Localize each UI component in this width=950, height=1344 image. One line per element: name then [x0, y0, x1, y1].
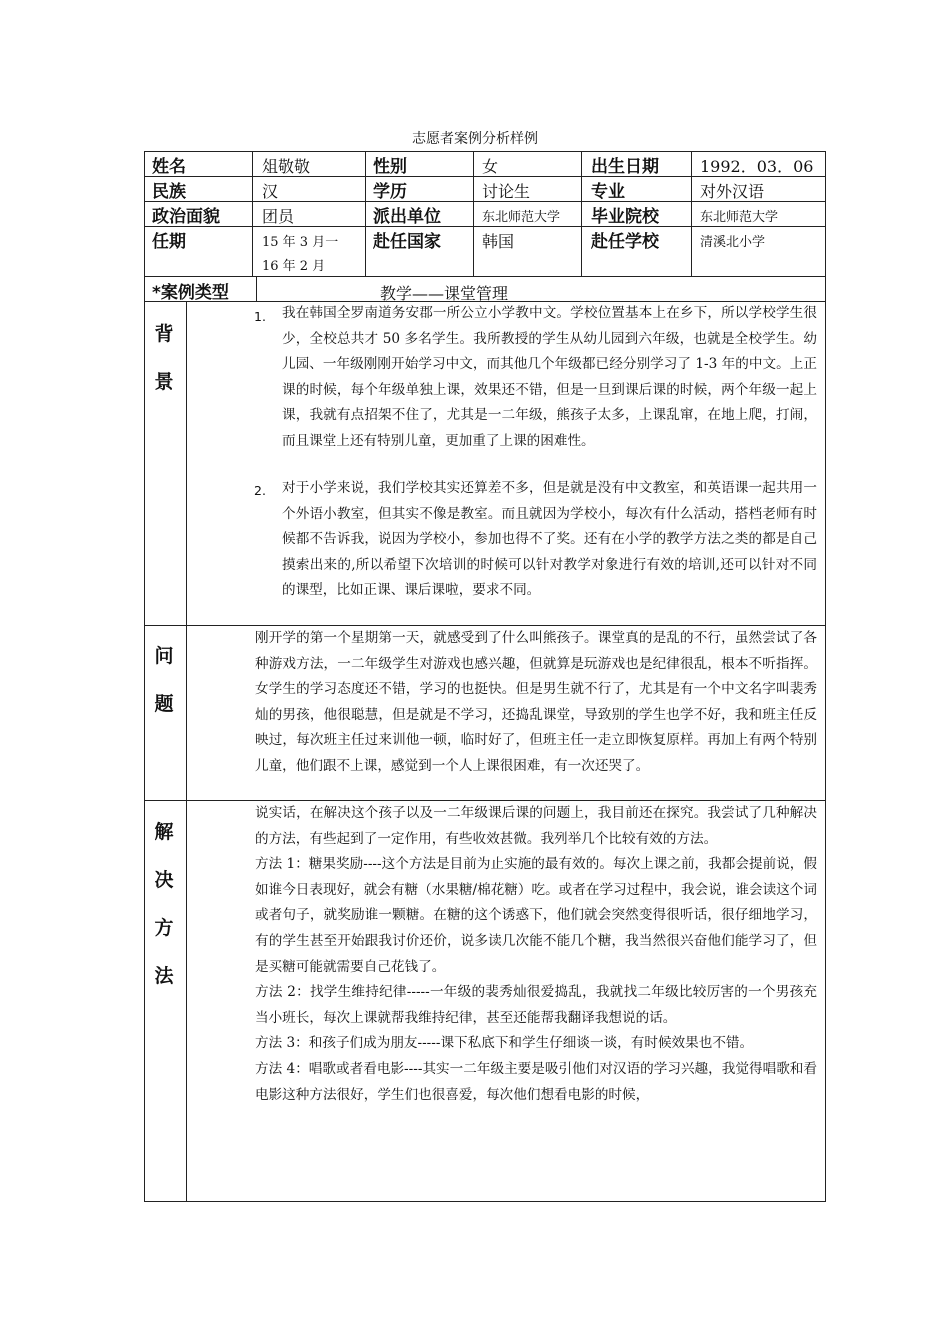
- case-type-label: *案例类型: [152, 283, 229, 303]
- column-divider: [691, 151, 692, 276]
- education-label: 学历: [373, 182, 407, 202]
- column-divider: [186, 301, 187, 1202]
- row-divider: [144, 276, 826, 277]
- name-label: 姓名: [152, 157, 186, 177]
- ethnic-label: 民族: [152, 182, 186, 202]
- column-divider: [365, 151, 366, 276]
- term-value-line2: 16 年 2 月: [262, 259, 326, 274]
- gender-value: 女: [482, 157, 499, 176]
- major-label: 专业: [591, 182, 625, 202]
- school-value: 清溪北小学: [700, 235, 766, 250]
- graduate-label: 毕业院校: [591, 207, 659, 227]
- background-item: 我在韩国全罗南道务安郡一所公立小学教中文。学校位置基本上在乡下，所以学校学生很少，全校总共才 50 多名学生。我所教授的学生从幼儿园到六年级，也就是全校学生。幼儿园、一年级刚刚开始学习中文，而其他几个年级都已经分别学习了 1-3 年的中文。上正课的时候，每个年级单独上课，效果还不错，但是一旦到课后课的时候，两个年级一起上课，我就有点招架不住了，尤其是一二年级，熊孩子太多，上课乱窜，在地上爬，打闹，而且课堂上还有特别儿童，更加重了上课的困难性。: [282, 305, 817, 449]
- problem-label: 问 题: [154, 645, 174, 715]
- education-value: 讨论生: [482, 182, 531, 201]
- solution-paragraph: 说实话，在解决这个孩子以及一二年级课后课的问题上，我目前还在探究。我尝试了几种解决的方法，有些起到了一定作用，有些收效甚微。我列举几个比较有效的方法。: [255, 805, 817, 847]
- gender-label: 性别: [373, 157, 407, 177]
- birth-value: 1992．03．06: [700, 157, 814, 176]
- background-item: 对于小学来说，我们学校其实还算差不多，但是就是没有中文教室，和英语课一起共用一个外语小教室，但其实不像是教室。而且就因为学校小，每次有什么活动，搭档老师有时候都不告诉我，说因为学校小，参加也得不了奖。还有在小学的教学方法之类的都是自己摸索出来的,所以希望下次培训的时候可以针对教学对象进行有效的培训,还可以针对不同的课型，比如正课、课后课啦，要求不同。: [282, 480, 817, 599]
- solution-paragraph: 方法 1：糖果奖励----这个方法是目前为止实施的最有效的。每次上课之前，我都会提前说，假如谁今日表现好，就会有糖（水果糖/棉花糖）吃。或者在学习过程中，我会说，谁会读这个词或者句子，就奖励谁一颗糖。在糖的这个诱惑下，他们就会突然变得很听话，很仔细地学习，有的学生甚至开始跟我讨价还价，说多读几次能不能几个糖，我当然很兴奋他们能学习了，但是买糖可能就需要自己花钱了。: [255, 856, 817, 975]
- dispatch-value: 东北师范大学: [482, 210, 561, 225]
- column-divider: [252, 151, 253, 276]
- background-label: 背 景: [154, 323, 174, 393]
- name-value: 俎敬敬: [262, 157, 311, 176]
- column-divider: [581, 151, 582, 276]
- country-label: 赴任国家: [373, 232, 441, 252]
- solution-paragraph: 方法 3：和孩子们成为朋友-----课下私底下和学生仔细谈一谈，有时候效果也不错。: [255, 1035, 754, 1052]
- column-divider: [256, 276, 257, 301]
- solution-paragraph: 方法 4：唱歌或者看电影----其实一二年级主要是吸引他们对汉语的学习兴趣，我觉得唱歌和看电影这种方法很好，学生们也很喜爱，每次他们想看电影的时候，: [255, 1060, 817, 1103]
- solution-label: 解 决 方 法: [154, 821, 174, 987]
- political-label: 政治面貌: [152, 207, 220, 227]
- solution-body: [255, 801, 817, 1108]
- document-title: 志愿者案例分析样例: [412, 131, 538, 147]
- country-value: 韩国: [482, 232, 515, 251]
- solution-paragraph: 方法 2：找学生维持纪律-----一年级的裴秀灿很爱捣乱，我就找二年级比较厉害的一个男孩充当小班长，每次上课就帮我维持纪律，甚至还能帮我翻译我想说的话。: [255, 984, 817, 1026]
- school-label: 赴任学校: [591, 232, 659, 252]
- ethnic-value: 汉: [262, 182, 279, 201]
- case-type-value: 教学——课堂管理: [380, 284, 509, 303]
- political-value: 团员: [262, 207, 295, 226]
- column-divider: [473, 151, 474, 276]
- graduate-value: 东北师范大学: [700, 210, 779, 225]
- term-label: 任期: [152, 232, 186, 252]
- birth-label: 出生日期: [591, 157, 659, 177]
- term-value-line1: 15 年 3 月一: [262, 235, 339, 250]
- dispatch-label: 派出单位: [373, 207, 441, 227]
- major-value: 对外汉语: [700, 182, 765, 201]
- background-item-number: 2.: [254, 483, 266, 498]
- background-item-number: 1.: [254, 309, 266, 324]
- row-divider: [144, 226, 826, 227]
- problem-text: 刚开学的第一个星期第一天，就感受到了什么叫熊孩子。课堂真的是乱的不行，虽然尝试了各种游戏方法，一二年级学生对游戏也感兴趣，但就算是玩游戏也是纪律很乱，根本不听指挥。女学生的学习态度还不错，学习的也挺快。但是男生就不行了，尤其是有一个中文名字叫裴秀灿的男孩，他很聪慧，但是就是不学习，还捣乱课堂，导致别的学生也学不好，我和班主任反映过，每次班主任过来训他一顿，临时好了，但班主任一走立即恢复原样。再加上有两个特别儿童，他们跟不上课，感觉到一个人上课很困难，有一次还哭了。: [255, 630, 817, 774]
